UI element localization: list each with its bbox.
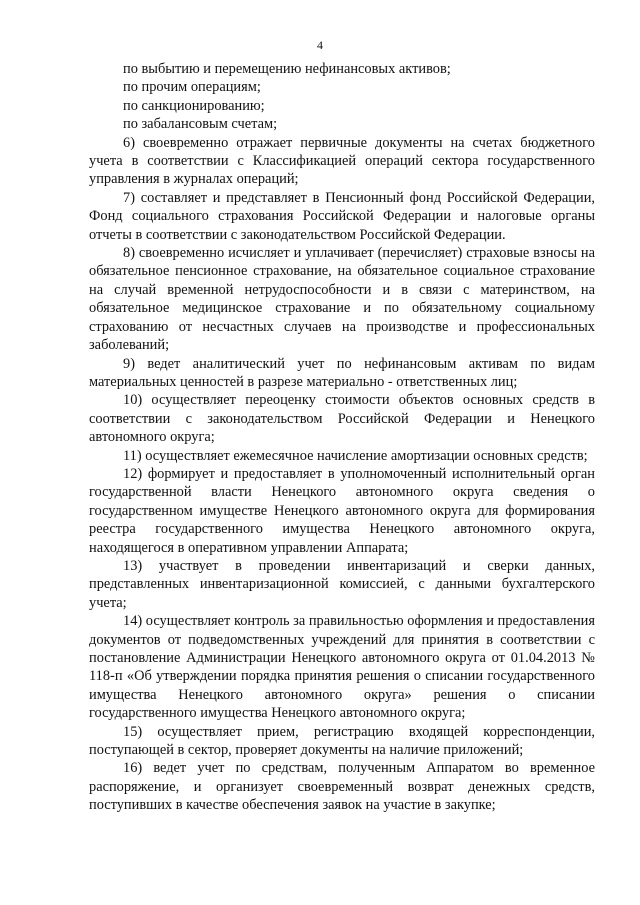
paragraph-item-16: 16) ведет учет по средствам, полученным Аппаратом во временное распоряжение, и организует своевременный возврат денежных средств, поступивших в качестве обеспечения заявок на участие в закупке; (89, 760, 595, 814)
document-body (89, 60, 595, 815)
paragraph-item-11: 11) осуществляет ежемесячное начисление амортизации основных средств; (123, 447, 588, 464)
paragraph-item-13: 13) участвует в проведении инвентаризаций и сверки данных, представленных инвентаризационной комиссией, с данными бухгалтерского учета; (89, 557, 595, 611)
paragraph-disposal: по выбытию и перемещению нефинансовых активов; (123, 61, 451, 77)
paragraph-item-14: 14) осуществляет контроль за правильностью оформления и предоставления документов от подведомственных учреждений для принятия в соответствии с постановление Администрации Ненецкого автономного округа от 01.04.2013 № 118-п «Об утверждении порядка принятия решения о списании государственного имущества Ненецкого автономного округа» решения о списании государственного имущества Ненецкого автономного округа; (89, 613, 595, 722)
paragraph-item-7: 7) составляет и представляет в Пенсионный фонд Российской Федерации, Фонд социального страхования Российской Федерации и налоговые органы отчеты в соответствии с законодательством Российской Федерации. (89, 189, 595, 243)
page-number: 4 (317, 38, 323, 52)
paragraph-item-9: 9) ведет аналитический учет по нефинансовым активам по видам материальных ценностей в разрезе материально - ответственных лиц; (89, 355, 595, 390)
paragraph-other-operations: по прочим операциям; (123, 79, 261, 96)
paragraph-off-balance: по забалансовым счетам; (123, 116, 278, 133)
paragraph-item-12: 12) формирует и предоставляет в уполномоченный исполнительный орган государственной власти Ненецкого автономного округа сведения о государственном имуществе Ненецкого автономного округа для формирования реестра государственного имущества Ненецкого автономного округа, находящегося в оперативном управлении Аппарата; (89, 465, 595, 556)
paragraph-item-8: 8) своевременно исчисляет и уплачивает (перечисляет) страховые взносы на обязательное пенсионное страхование, на обязательное социальное страхование на случай временной нетрудоспособности и в связи с материнством, на обязательное медицинское страхование и по обязательному социальному страхованию от несчастных случаев на производстве и профессиональных заболеваний; (89, 245, 595, 354)
paragraph-item-10: 10) осуществляет переоценку стоимости объектов основных средств в соответствии с законодательством Российской Федерации и Ненецкого автономного округа; (89, 392, 595, 446)
paragraph-item-15: 15) осуществляет прием, регистрацию входящей корреспонденции, поступающей в сектор, проверяет документы на наличие приложений; (89, 723, 595, 759)
paragraph-authorization: по санкционированию; (123, 97, 265, 114)
paragraph-item-6: 6) своевременно отражает первичные документы на счетах бюджетного учета в соответствии с Классификацией операций сектора государственного управления в журналах операций; (89, 134, 595, 188)
